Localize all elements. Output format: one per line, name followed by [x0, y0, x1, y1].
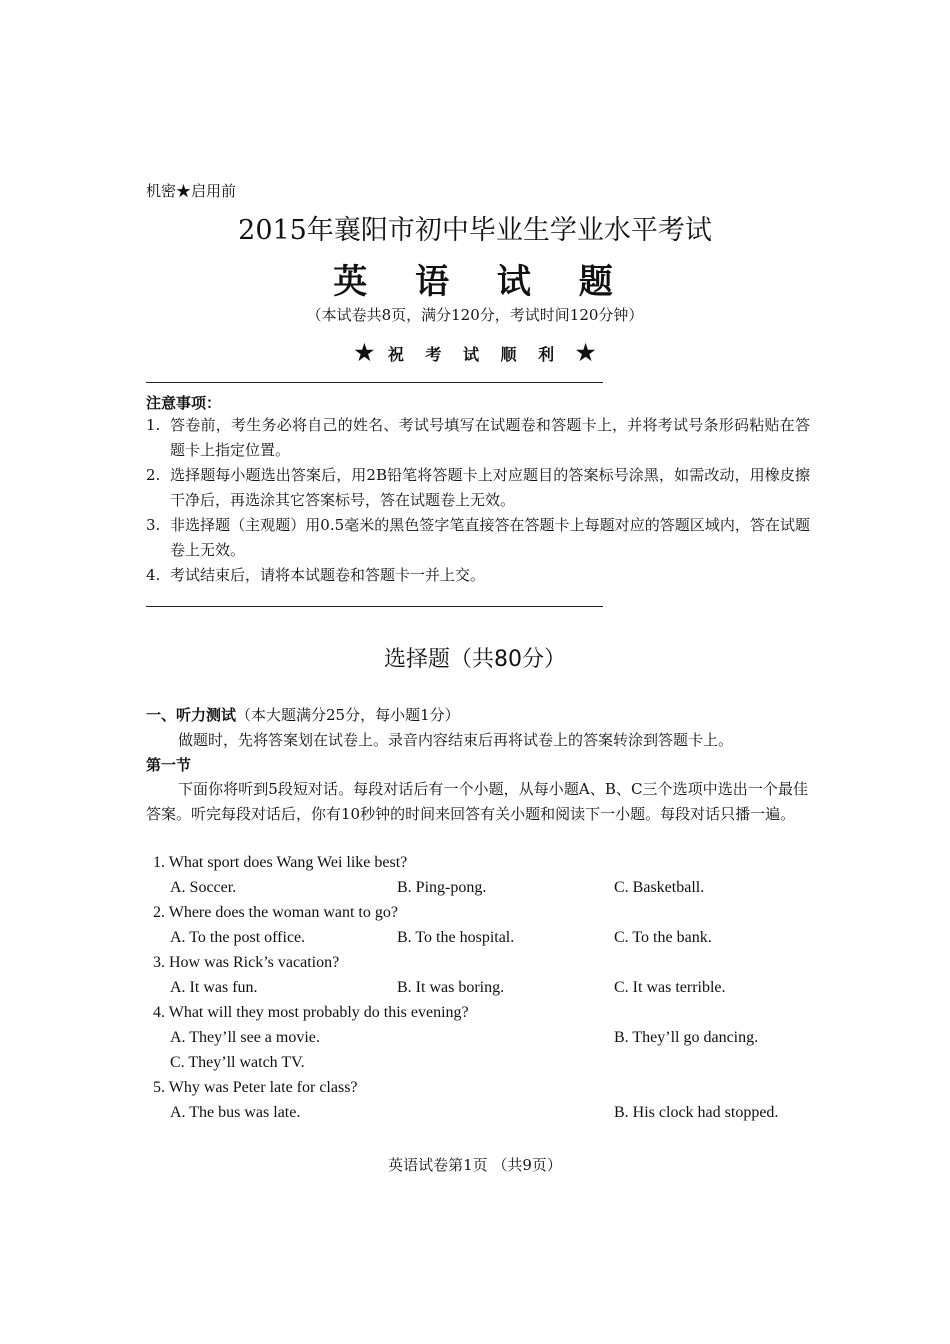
- option-a: A. To the post office.: [170, 929, 306, 946]
- part-info: （本大题满分25分，每小题1分）: [236, 706, 460, 724]
- option-a: A. The bus was late.: [170, 1104, 301, 1121]
- divider-bottom: [146, 606, 603, 607]
- notice-item: [146, 463, 810, 513]
- option-c: C. It was terrible.: [614, 979, 726, 996]
- notice-item-number: 1.: [146, 416, 161, 434]
- question-stem: 4. What will they most probably do this evening?: [153, 1004, 469, 1021]
- sub-section-title: 第一节: [146, 756, 192, 774]
- option-c: C. They’ll watch TV.: [170, 1054, 305, 1071]
- good-luck-banner: [0, 340, 950, 366]
- good-luck-text: 祝 考 试 顺 利: [387, 345, 563, 364]
- option-b: B. To the hospital.: [397, 929, 515, 946]
- notice-item: [146, 513, 810, 563]
- notice-item: [146, 563, 810, 588]
- star-icon: ★: [575, 340, 596, 366]
- option-c: C. Basketball.: [614, 879, 705, 896]
- option-b: B. His clock had stopped.: [614, 1104, 779, 1121]
- exam-info: （本试卷共8页，满分120分，考试时间120分钟）: [306, 306, 644, 324]
- question-stem: 5. Why was Peter late for class?: [153, 1079, 358, 1096]
- option-b: B. It was boring.: [397, 979, 505, 996]
- divider-top: [146, 382, 603, 383]
- part-title: 一、听力测试: [146, 706, 237, 724]
- question-stem: 2. Where does the woman want to go?: [153, 904, 398, 921]
- subject-title: 英 语 试 题: [333, 262, 631, 302]
- option-a: A. Soccer.: [170, 879, 237, 896]
- option-c: C. To the bank.: [614, 929, 712, 946]
- option-b: B. They’ll go dancing.: [614, 1029, 759, 1046]
- option-b: B. Ping-pong.: [397, 879, 487, 896]
- confidential-label: 机密★启用前: [146, 182, 237, 200]
- notice-heading: 注意事项：: [146, 394, 222, 412]
- question-stem: 1. What sport does Wang Wei like best?: [153, 854, 408, 871]
- sub-section-instruction: 下面你将听到5段短对话。每段对话后有一个小题，从每小题A、B、C三个选项中选出一个最佳答案。听完每段对话后，你有10秒钟的时间来回答有关小题和阅读下一小题。每段对话只播一遍。: [146, 780, 808, 823]
- section-title: 选择题（共80分）: [384, 647, 566, 672]
- option-a: A. They’ll see a movie.: [170, 1029, 320, 1046]
- part-heading: [146, 704, 460, 725]
- option-a: A. It was fun.: [170, 979, 258, 996]
- notice-item-number: 4.: [146, 566, 161, 584]
- notice-item-text: 考试结束后，请将本试题卷和答题卡一并上交。: [170, 566, 486, 584]
- notice-item-text: 选择题每小题选出答案后，用2B铅笔将答题卡上对应题目的答案标号涂黑，如需改动，用橡皮擦干净后，再选涂其它答案标号，答在试题卷上无效。: [170, 466, 810, 509]
- notice-item-number: 2.: [146, 466, 161, 484]
- notice-item-text: 答卷前，考生务必将自己的姓名、考试号填写在试题卷和答题卡上，并将考试号条形码粘贴在答题卡上指定位置。: [170, 416, 810, 459]
- part-instruction: 做题时，先将答案划在试卷上。录音内容结束后再将试卷上的答案转涂到答题卡上。: [178, 731, 734, 749]
- notice-item-text: 非选择题（主观题）用0.5毫米的黑色签字笔直接答在答题卡上每题对应的答题区域内，答在试题卷上无效。: [170, 516, 810, 559]
- exam-title: 2015年襄阳市初中毕业生学业水平考试: [238, 215, 712, 246]
- star-icon: ★: [354, 340, 375, 366]
- notice-item: [146, 413, 810, 463]
- question-stem: 3. How was Rick’s vacation?: [153, 954, 340, 971]
- page-footer: 英语试卷第1页 （共9页）: [388, 1156, 562, 1174]
- notice-item-number: 3.: [146, 516, 161, 534]
